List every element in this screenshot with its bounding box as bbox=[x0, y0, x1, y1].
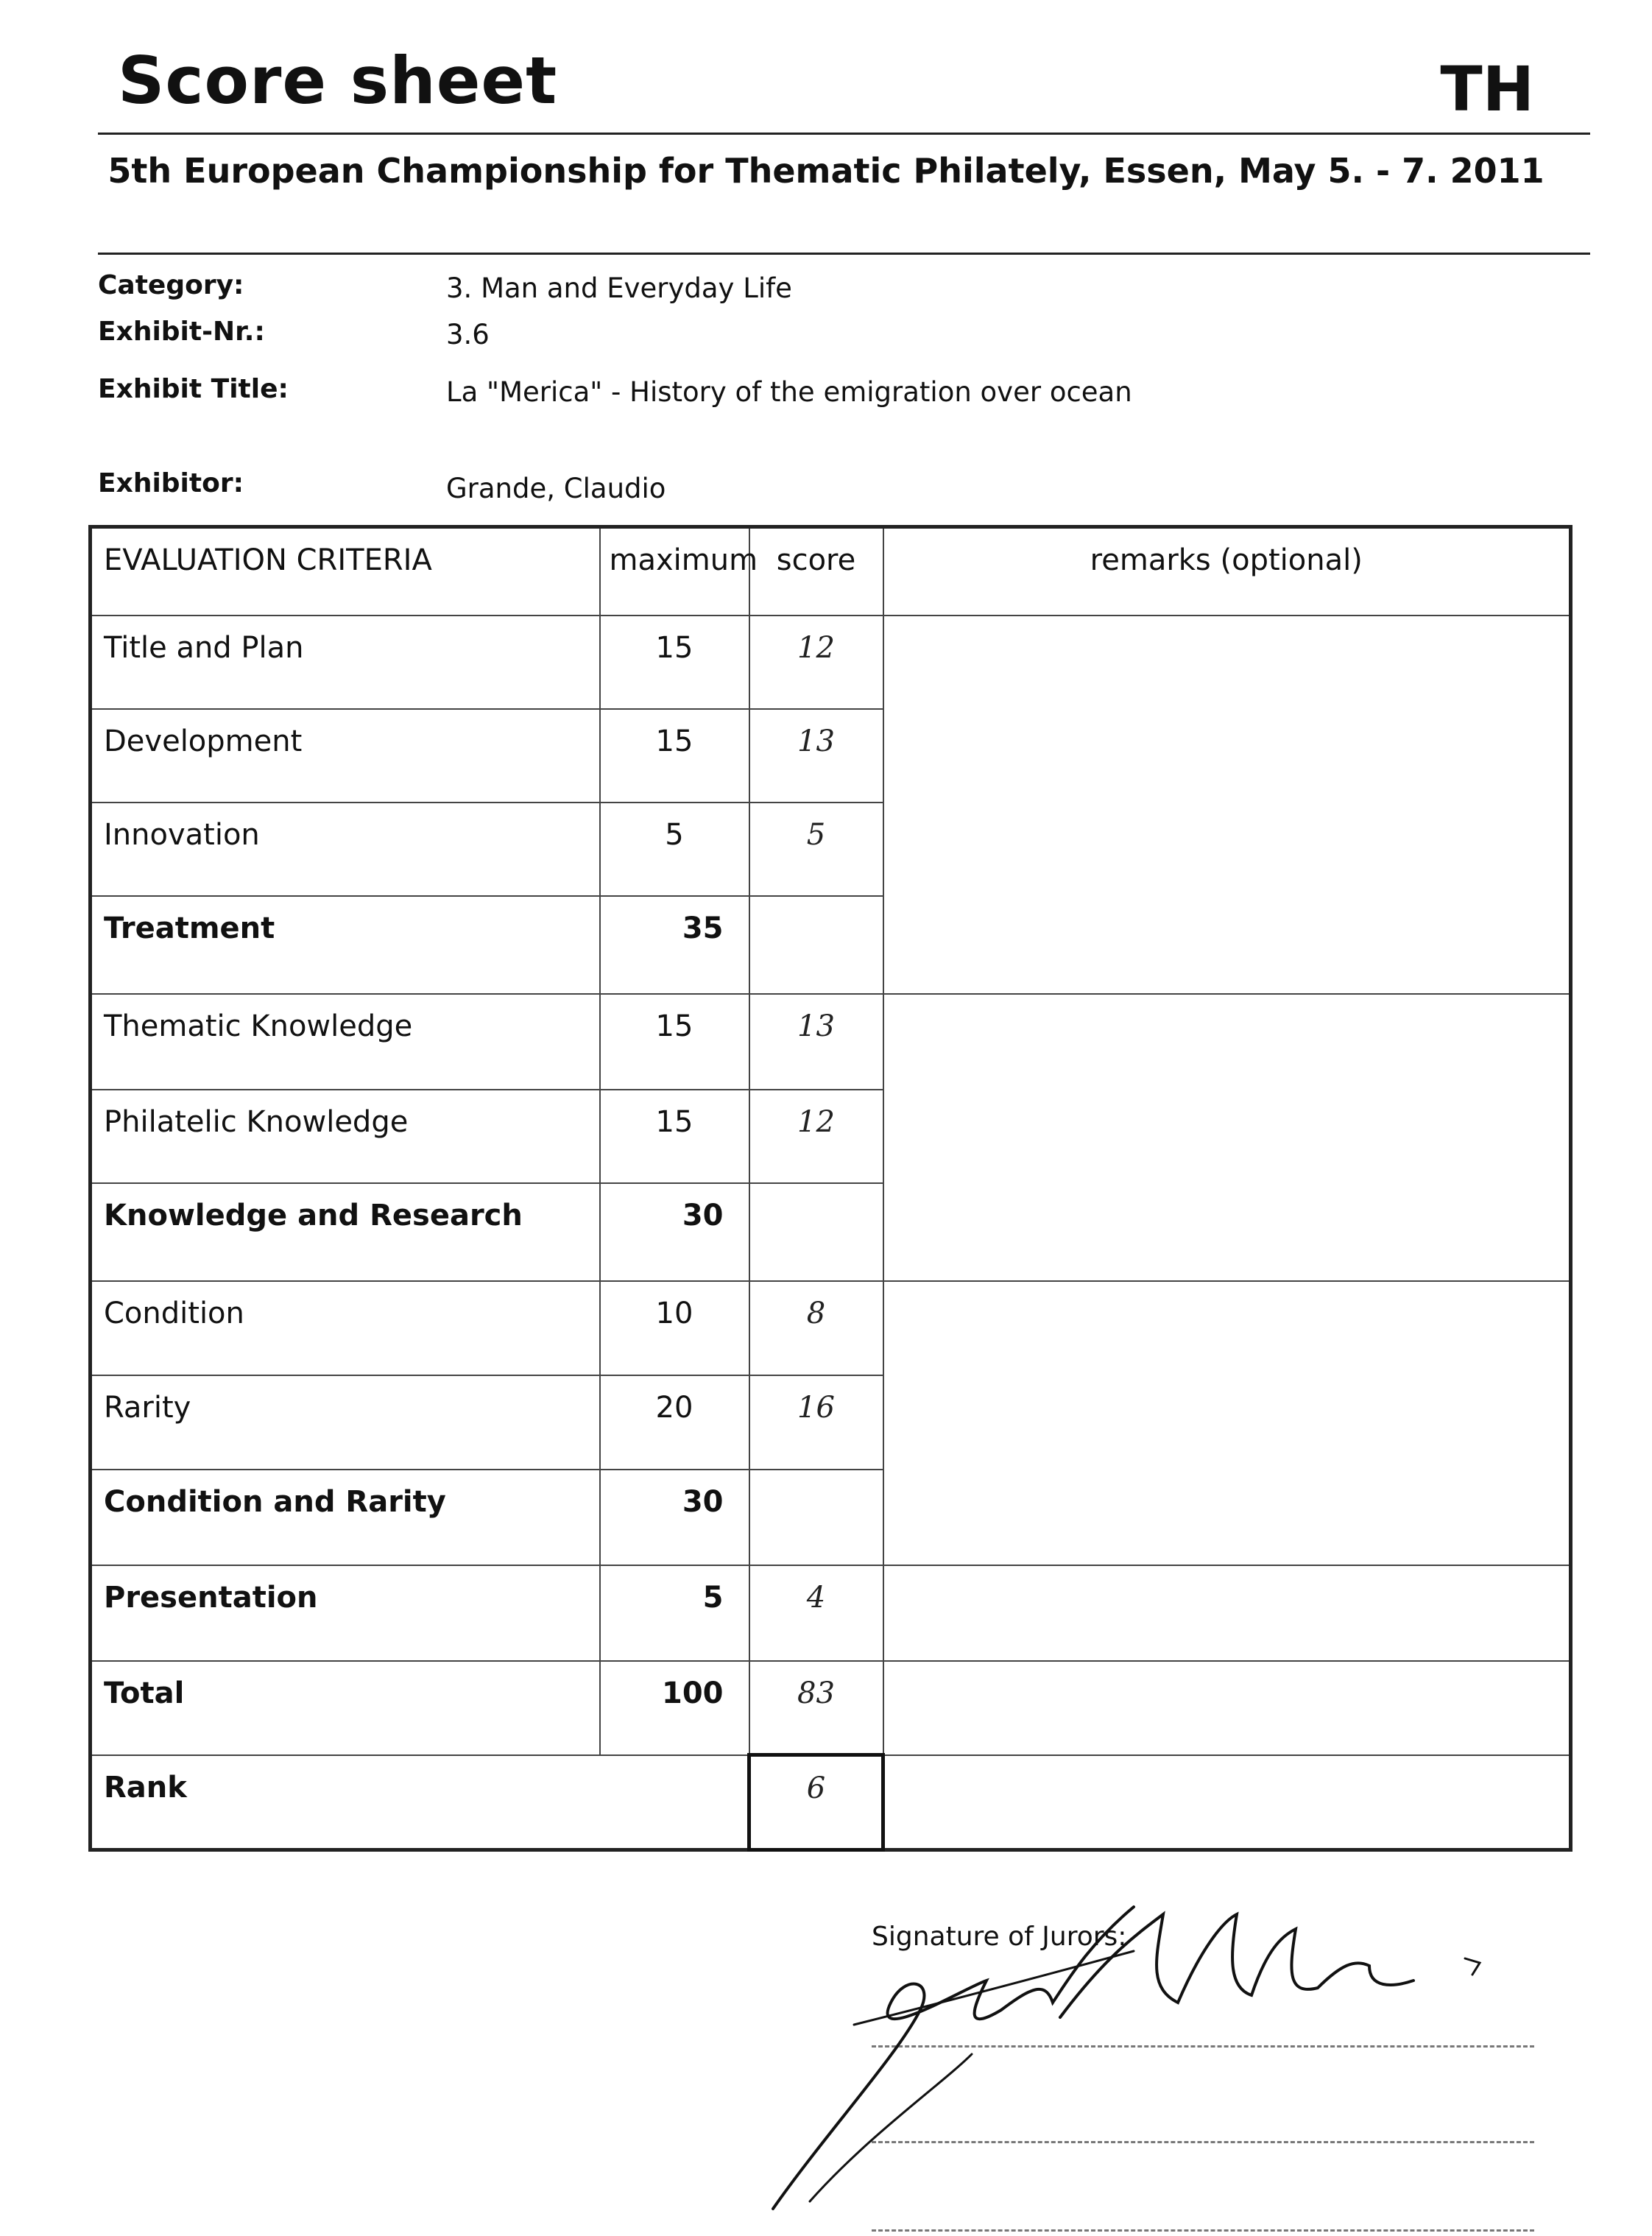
criteria-presentation: Presentation bbox=[91, 1565, 600, 1661]
table-row bbox=[91, 1755, 1571, 1850]
table-row bbox=[91, 1661, 1571, 1755]
score-thematic-knowledge: 13 bbox=[749, 994, 883, 1090]
subtitle-rule bbox=[98, 253, 1590, 255]
signature-label: Signature of Jurors: bbox=[872, 1922, 1127, 1952]
score-development: 13 bbox=[749, 709, 883, 803]
header-score: score bbox=[749, 527, 883, 616]
evaluation-table bbox=[88, 525, 1572, 1852]
exhibit-nr-label: Exhibit-Nr.: bbox=[98, 317, 265, 347]
criteria-condition-and-rarity: Condition and Rarity bbox=[91, 1470, 600, 1565]
table-row bbox=[91, 1565, 1571, 1661]
score-condition-and-rarity bbox=[749, 1470, 883, 1565]
maximum-treatment: 35 bbox=[600, 896, 749, 994]
maximum-thematic-knowledge: 15 bbox=[600, 994, 749, 1090]
remarks-rank bbox=[883, 1755, 1571, 1850]
criteria-philatelic-knowledge: Philatelic Knowledge bbox=[91, 1090, 600, 1183]
table-header-row bbox=[91, 527, 1571, 616]
criteria-innovation: Innovation bbox=[91, 803, 600, 896]
header-remarks: remarks (optional) bbox=[883, 527, 1571, 616]
maximum-philatelic-knowledge: 15 bbox=[600, 1090, 749, 1183]
maximum-development: 15 bbox=[600, 709, 749, 803]
criteria-title-and-plan: Title and Plan bbox=[91, 616, 600, 709]
score-rarity: 16 bbox=[749, 1375, 883, 1470]
remarks-presentation bbox=[883, 1565, 1571, 1661]
table-row bbox=[91, 616, 1571, 709]
maximum-knowledge-and-research: 30 bbox=[600, 1183, 749, 1281]
criteria-rarity: Rarity bbox=[91, 1375, 600, 1470]
exhibit-title-value: La "Merica" - History of the emigration over ocean bbox=[446, 376, 1132, 408]
category-value: 3. Man and Everyday Life bbox=[446, 272, 792, 304]
table-row bbox=[91, 1281, 1571, 1375]
maximum-innovation: 5 bbox=[600, 803, 749, 896]
score-innovation: 5 bbox=[749, 803, 883, 896]
criteria-treatment: Treatment bbox=[91, 896, 600, 994]
table-row bbox=[91, 994, 1571, 1090]
rank-label: Rank bbox=[91, 1755, 749, 1850]
criteria-thematic-knowledge: Thematic Knowledge bbox=[91, 994, 600, 1090]
exhibitor-value: Grande, Claudio bbox=[446, 473, 666, 504]
criteria-development: Development bbox=[91, 709, 600, 803]
category-label: Category: bbox=[98, 270, 244, 300]
maximum-rarity: 20 bbox=[600, 1375, 749, 1470]
maximum-title-and-plan: 15 bbox=[600, 616, 749, 709]
header-maximum: maximum bbox=[600, 527, 749, 616]
score-presentation: 4 bbox=[749, 1565, 883, 1661]
score-philatelic-knowledge: 12 bbox=[749, 1090, 883, 1183]
exhibitor-label: Exhibitor: bbox=[98, 468, 244, 498]
criteria-knowledge-and-research: Knowledge and Research bbox=[91, 1183, 600, 1281]
remarks-treatment bbox=[883, 616, 1571, 994]
document-title: Score sheet bbox=[118, 43, 558, 119]
criteria-total: Total bbox=[91, 1661, 600, 1755]
maximum-presentation: 5 bbox=[600, 1565, 749, 1661]
remarks-condition bbox=[883, 1281, 1571, 1565]
score-condition: 8 bbox=[749, 1281, 883, 1375]
score-title-and-plan: 12 bbox=[749, 616, 883, 709]
header-rule bbox=[98, 133, 1590, 135]
event-subtitle: 5th European Championship for Thematic Philately, Essen, May 5. - 7. 2011 bbox=[107, 151, 1545, 191]
criteria-condition: Condition bbox=[91, 1281, 600, 1375]
juror-signature bbox=[721, 1892, 1502, 2231]
exhibit-nr-value: 3.6 bbox=[446, 319, 490, 350]
rank-value: 6 bbox=[749, 1755, 883, 1850]
remarks-knowledge bbox=[883, 994, 1571, 1281]
maximum-condition: 10 bbox=[600, 1281, 749, 1375]
header-criteria: EVALUATION CRITERIA bbox=[91, 527, 600, 616]
score-knowledge-and-research bbox=[749, 1183, 883, 1281]
category-code: TH bbox=[1440, 53, 1534, 125]
maximum-condition-and-rarity: 30 bbox=[600, 1470, 749, 1565]
score-total: 83 bbox=[749, 1661, 883, 1755]
maximum-total: 100 bbox=[600, 1661, 749, 1755]
score-treatment bbox=[749, 896, 883, 994]
remarks-total bbox=[883, 1661, 1571, 1755]
exhibit-title-label: Exhibit Title: bbox=[98, 374, 289, 404]
